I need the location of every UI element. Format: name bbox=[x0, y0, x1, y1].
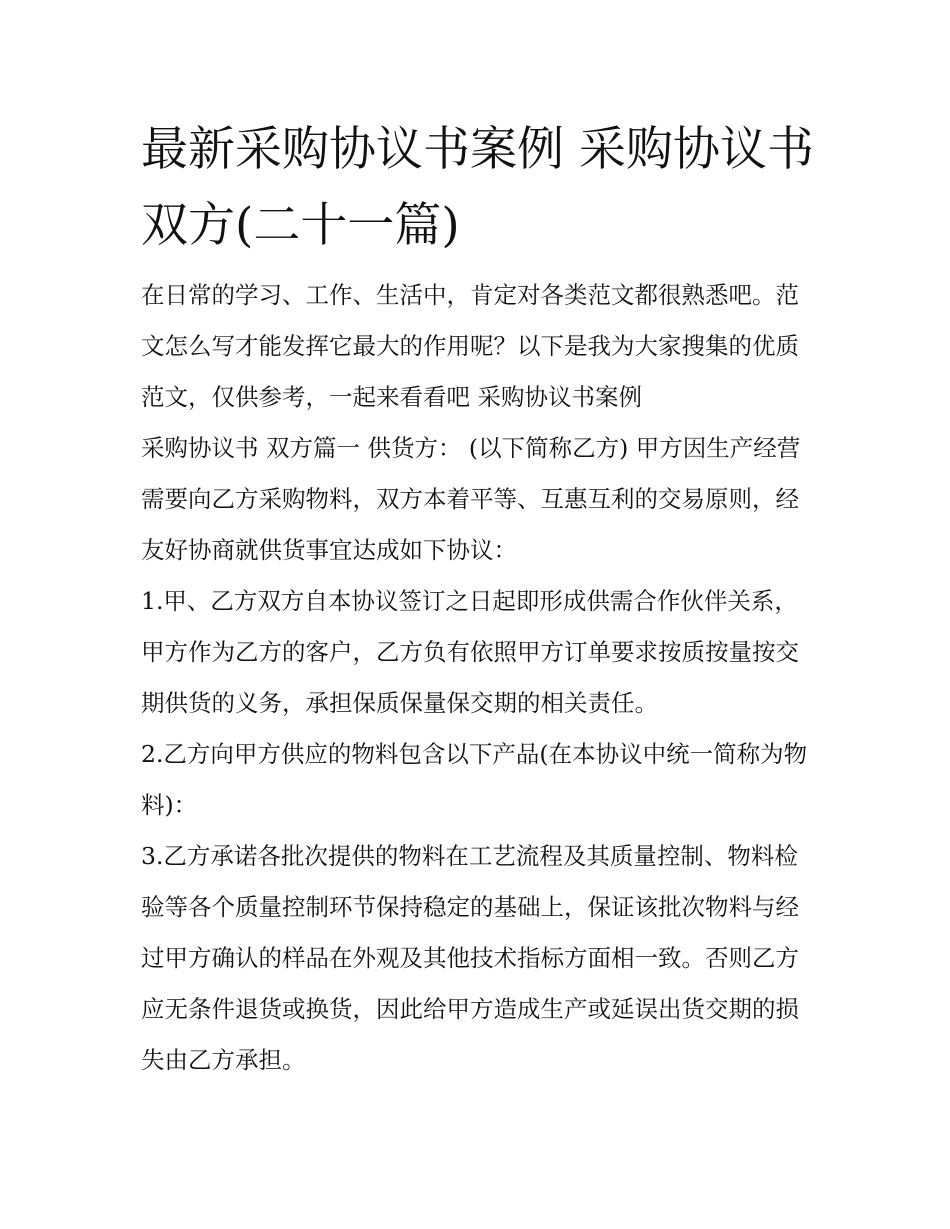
paragraph-clause-1: 1.甲、乙方双方自本协议签订之日起即形成供需合作伙伴关系，甲方作为乙方的客户，乙方负有依照甲方订单要求按质按量按交期供货的义务，承担保质保量保交期的相关责任。 bbox=[141, 587, 799, 717]
document-page bbox=[141, 112, 816, 1086]
paragraph-intro: 在日常的学习、工作、生活中，肯定对各类范文都很熟悉吧。范文怎么写才能发挥它最大的作用呢？以下是我为大家搜集的优质范文，仅供参考，一起来看看吧 采购协议书案例 bbox=[141, 281, 799, 411]
paragraph-clause-3: 3.乙方承诺各批次提供的物料在工艺流程及其质量控制、物料检验等各个质量控制环节保持稳定的基础上，保证该批次物料与经过甲方确认的样品在外观及其他技术指标方面相一致。否则乙方应无条件退货或换货，因此给甲方造成生产或延误出货交期的损失由乙方承担。 bbox=[141, 842, 799, 1074]
paragraph-clause-2: 2.乙方向甲方供应的物料包含以下产品(在本协议中统一简称为物料)： bbox=[141, 740, 808, 819]
document-title: 最新采购协议书案例 采购协议书 双方(二十一篇) bbox=[141, 122, 814, 253]
paragraph-parties: 采购协议书 双方篇一 供货方： (以下简称乙方) 甲方因生产经营需要向乙方采购物料，双方本着平等、互惠互利的交易原则，经友好协商就供货事宜达成如下协议： bbox=[141, 434, 801, 564]
